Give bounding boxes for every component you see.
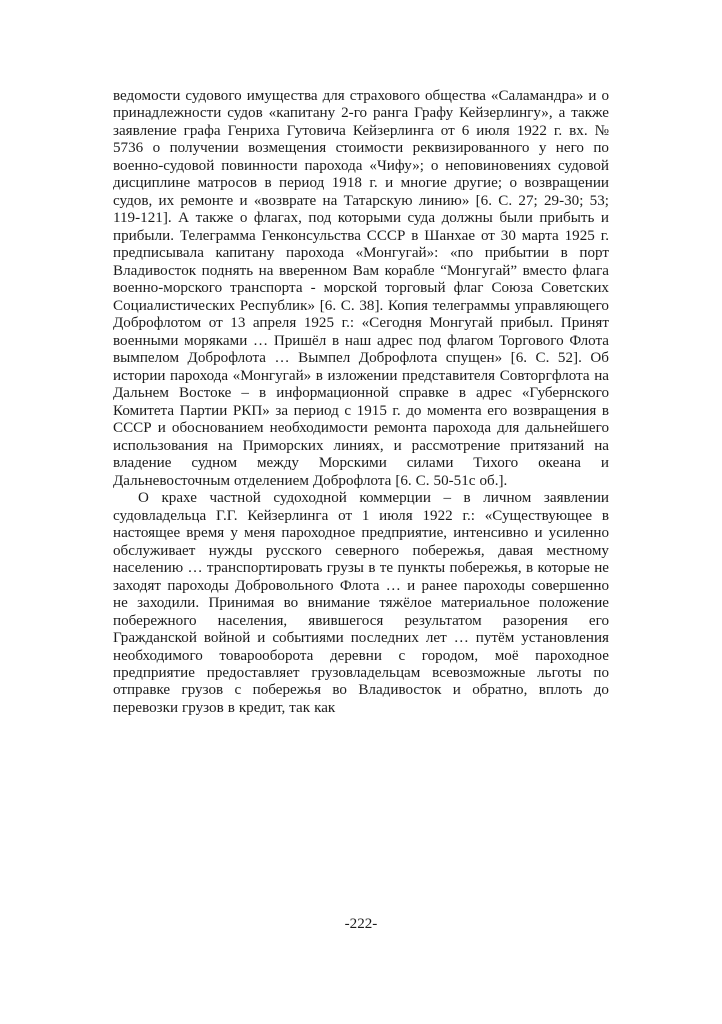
paragraph-private-shipping-collapse: О крахе частной судоходной коммерции – в личном заявлении судовладельца Г.Г. Кейзерлинга от 1 июля 1922 г.: «Существующее в настоящее время у меня пароходное предприятие, интенсивно и усиленно обслуживает нужды русского северного побережья, давая местному населению … транспортировать грузы в те пункты побережья, в которые не заходят пароходы Добровольного Флота … и ранее пароходы совершенно не заходили. Принимая во внимание тяжёлое материальное положение побережного населения, явившегося результатом разорения его Гражданской войной и событиями последних лет … путём установления необходимого товарооборота деревни с городом, моё пароходное предприятие предоставляет грузовладельцам всевозможные льготы по отправке грузов с побережья во Владивосток и обратно, вплоть до перевозки грузов в кредит, так как — [113, 490, 609, 716]
page-number: -222- — [344, 916, 378, 932]
body-text-column — [113, 88, 609, 717]
paragraph-archival-records: ведомости судового имущества для страхового общества «Саламандра» и о принадлежности судов «капитану 2-го ранга Графу Кейзерлингу», а также заявление графа Генриха Гутовича Кейзерлинга от 6 июля 1922 г. вх. № 5736 о получении возмещения стоимости реквизированного у него по военно-судовой повинности парохода «Чифу»; о неповиновениях судовой дисциплине матросов в период 1918 г. и многие другие; о возвращении судов, их ремонте и «возврате на Татарскую линию» [6. С. 27; 29-30; 53; 119-121]. А также о флагах, под которыми суда должны были прибыть и прибыли. Телеграмма Генконсульства СССР в Шанхае от 30 марта 1925 г. предписывала капитану парохода «Монгугай»: «по прибытии в порт Владивосток поднять на вверенном Вам корабле “Монгугай” вместо флага военно-морского транспорта - морской торговый флаг Союза Советских Социалистических Республик» [6. С. 38]. Копия телеграммы управляющего Доброфлотом от 13 апреля 1925 г.: «Сегодня Монгугай прибыл. Принят военными моряками … Пришёл в наш адрес под флагом Торгового Флота вымпелом Доброфлота … Вымпел Доброфлота спущен» [6. С. 52]. Об истории парохода «Монгугай» в изложении представителя Совторгфлота на Дальнем Востоке – в информационной справке в адрес «Губернского Комитета Партии РКП» за период с 1915 г. до момента его возвращения в СССР и обоснованием необходимости ремонта парохода для дальнейшего использования на Приморских линиях, и рассмотрение притязаний на владение судном между Морскими силами Тихого океана и Дальневосточным отделением Доброфлота [6. С. 50-51с об.]. — [113, 88, 609, 489]
